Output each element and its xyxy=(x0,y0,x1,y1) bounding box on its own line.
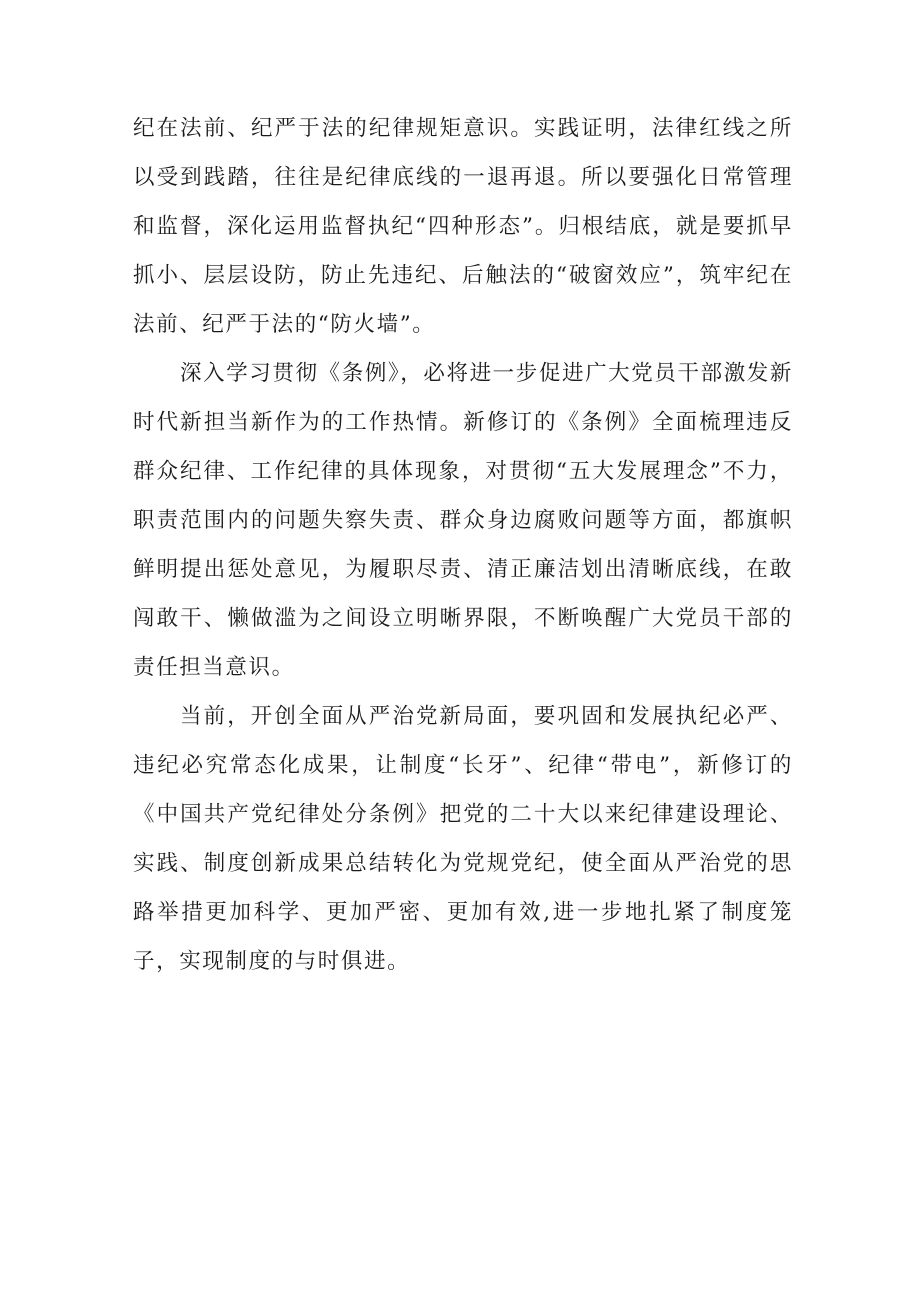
paragraph-continued: 纪在法前、纪严于法的纪律规矩意识。实践证明，法律红线之所以受到践踏，往往是纪律底线的一退再退。所以要强化日常管理和监督，深化运用监督执纪“四种形态”。归根结底，就是要抓早抓小、层层设防，防止先违纪、后触法的“破窗效应”，筑牢纪在法前、纪严于法的“防火墙”。 xyxy=(133,116,793,337)
paragraph-current-situation: 当前，开创全面从严治党新局面，要巩固和发展执纪必严、违纪必究常态化成果，让制度“长牙”、纪律“带电”，新修订的《中国共产党纪律处分条例》把党的二十大以来纪律建设理论、实践、制度创新成果总结转化为党规党纪，使全面从严治党的思路举措更加科学、更加严密、更加有效,进一步地扎紧了制度笼子，实现制度的与时俱进。 xyxy=(133,704,793,974)
paragraph-study-regulations: 深入学习贯彻《条例》，必将进一步促进广大党员干部激发新时代新担当新作为的工作热情。新修订的《条例》全面梳理违反群众纪律、工作纪律的具体现象，对贯彻“五大发展理念”不力，职责范围内的问题失察失责、群众身边腐败问题等方面，都旗帜鲜明提出惩处意见，为履职尽责、清正廉洁划出清晰底线，在敢闯敢干、懒做滥为之间设立明晰界限，不断唤醒广大党员干部的责任担当意识。 xyxy=(133,361,793,680)
document-body xyxy=(133,104,793,986)
